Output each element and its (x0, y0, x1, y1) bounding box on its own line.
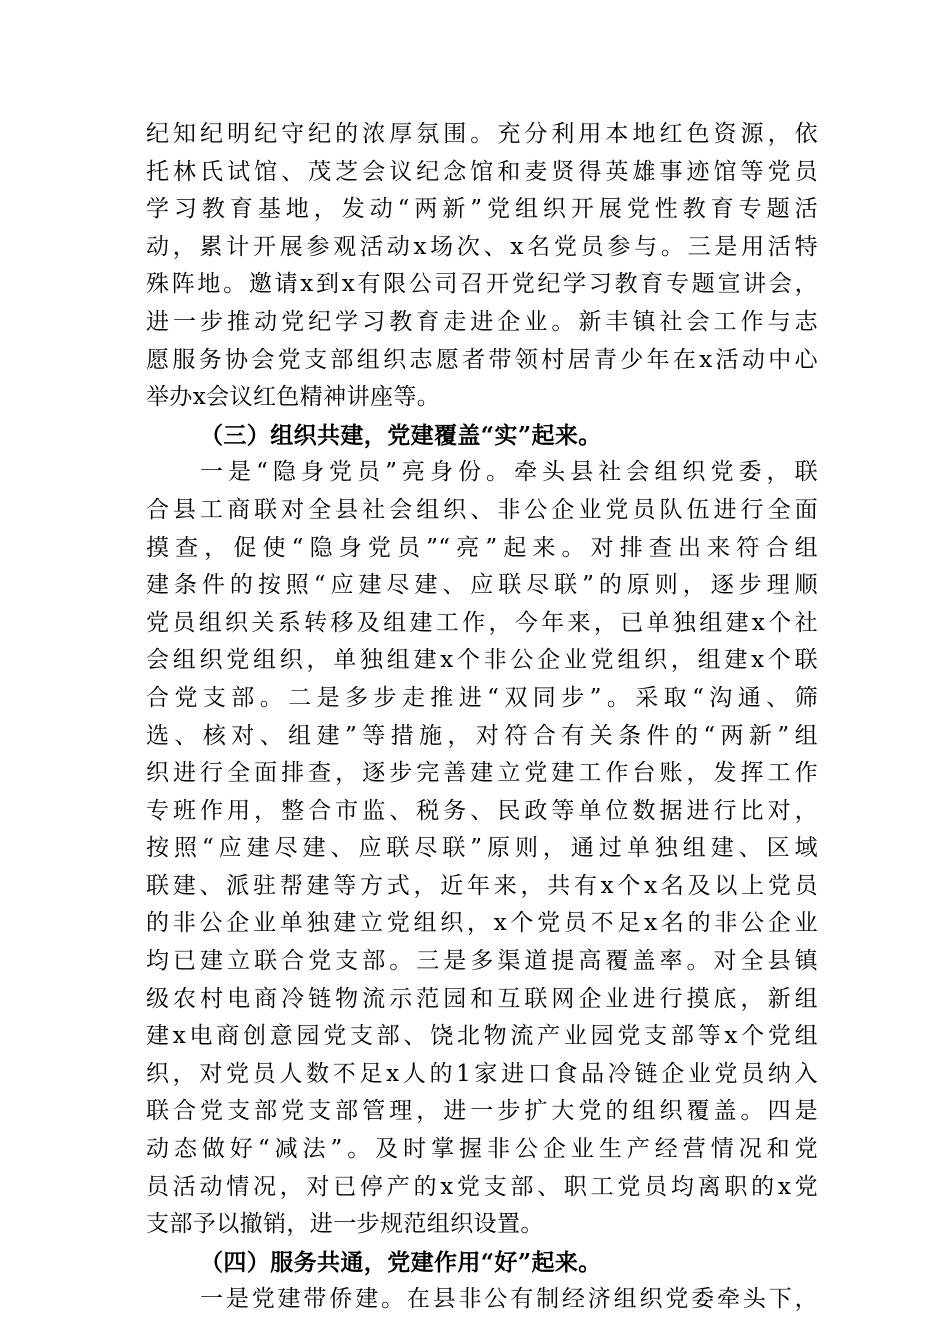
text-line: 动，累计开展参观活动x场次、x名党员参与。三是用活特 (146, 233, 818, 260)
text-line: 支部予以撤销，进一步规范组织设置。 (146, 1211, 544, 1238)
text-line: 一是“隐身党员”亮身份。牵头县社会组织党委，联 (200, 459, 818, 486)
text-line: 按照“应建尽建、应联尽联”原则，通过单独组建、区域 (146, 835, 818, 862)
text-line: 级农村电商冷链物流示范园和互联网企业进行摸底，新组 (146, 985, 818, 1012)
text-line: 建x电商创意园党支部、饶北物流产业园党支部等x个党组 (146, 1023, 818, 1050)
section-heading: （四）服务共通，党建作用“好”起来。 (200, 1248, 602, 1276)
section-heading: （三）组织共建，党建覆盖“实”起来。 (200, 421, 602, 449)
text-line: 进一步推动党纪学习教育走进企业。新丰镇社会工作与志 (146, 308, 818, 335)
text-line: 摸查，促使“隐身党员”“亮”起来。对排查出来符合组 (146, 534, 818, 561)
document-body (146, 116, 818, 1319)
text-line: 专班作用，整合市监、税务、民政等单位数据进行比对， (146, 797, 818, 824)
text-line: 学习教育基地，发动“两新”党组织开展党性教育专题活 (146, 196, 818, 223)
text-line: 织进行全面排查，逐步完善建立党建工作台账，发挥工作 (146, 760, 818, 787)
text-line: 动态做好“减法”。及时掌握非公企业生产经营情况和党 (146, 1136, 818, 1163)
text-line: 纪知纪明纪守纪的浓厚氛围。充分利用本地红色资源，依 (146, 121, 818, 147)
text-line: 建条件的按照“应建尽建、应联尽联”的原则，逐步理顺 (146, 572, 818, 599)
text-line: 托林氏试馆、茂芝会议纪念馆和麦贤得英雄事迹馆等党员 (146, 158, 818, 185)
text-line: 举办x会议红色精神讲座等。 (146, 384, 441, 411)
text-line: 会组织党组织，单独组建x个非公企业党组织，组建x个联 (146, 647, 818, 674)
text-line: 合县工商联对全县社会组织、非公企业党员队伍进行全面 (146, 496, 818, 523)
text-line: 均已建立联合党支部。三是多渠道提高覆盖率。对全县镇 (146, 948, 818, 975)
text-line: 愿服务协会党支部组织志愿者带领村居青少年在x活动中心 (146, 346, 818, 373)
text-line: 合党支部。二是多步走推进“双同步”。采取“沟通、筛 (146, 684, 818, 711)
text-line: 一是党建带侨建。在县非公有制经济组织党委牵头下， (200, 1286, 818, 1313)
text-line: 选、核对、组建”等措施，对符合有关条件的“两新”组 (146, 722, 818, 749)
text-line: 殊阵地。邀请x到x有限公司召开党纪学习教育专题宣讲会， (146, 271, 818, 298)
text-line: 联合党支部党支部管理，进一步扩大党的组织覆盖。四是 (146, 1098, 818, 1125)
text-line: 联建、派驻帮建等方式，近年来，共有x个x名及以上党员 (146, 872, 818, 899)
text-line: 员活动情况，对已停产的x党支部、职工党员均离职的x党 (146, 1173, 818, 1200)
text-line: 党员组织关系转移及组建工作，今年来，已单独组建x个社 (146, 609, 818, 636)
text-line: 的非公企业单独建立党组织，x个党员不足x名的非公企业 (146, 910, 818, 937)
text-line: 织，对党员人数不足x人的1家进口食品冷链企业党员纳入 (146, 1060, 818, 1087)
